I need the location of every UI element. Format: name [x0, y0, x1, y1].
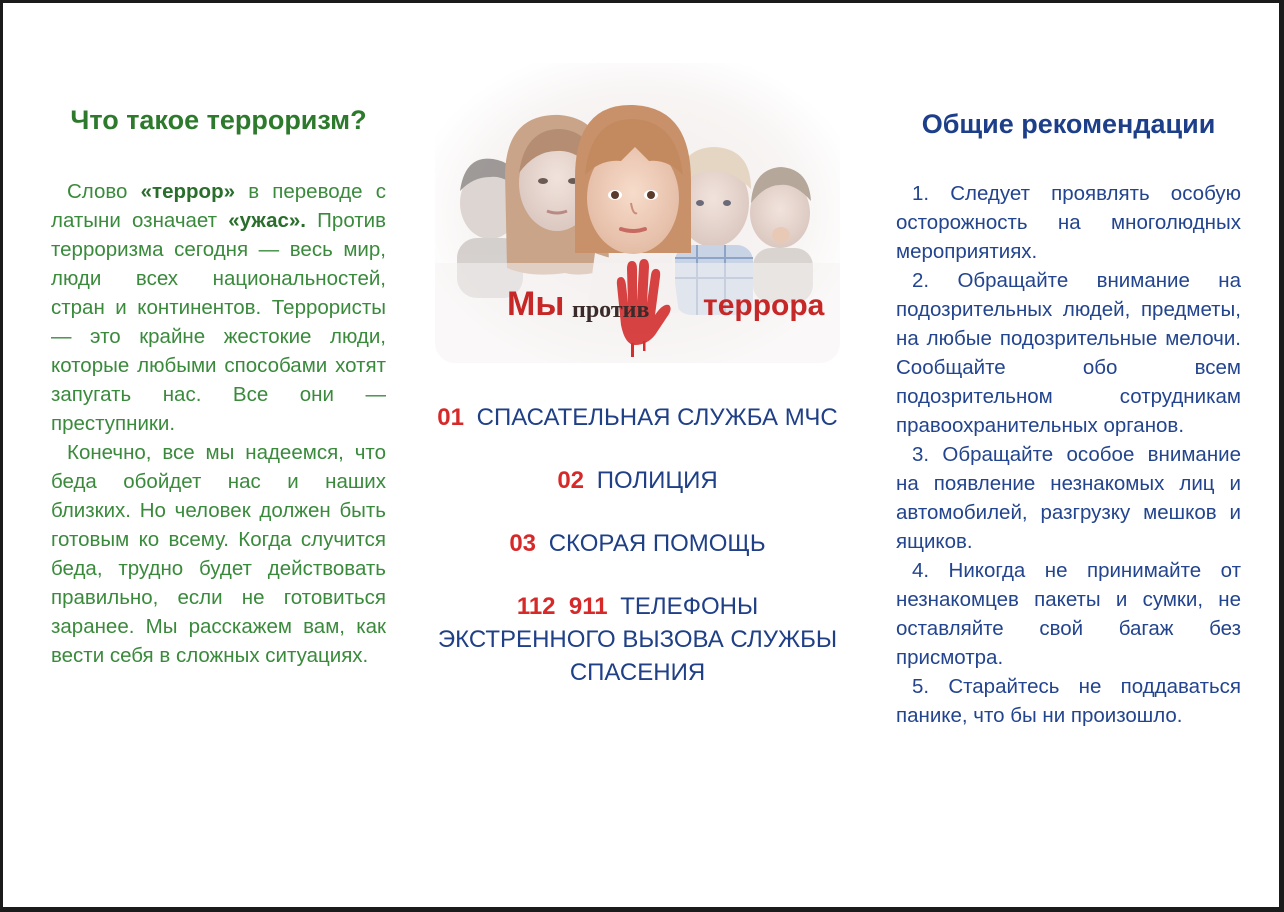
- emergency-numbers: [435, 401, 840, 719]
- emergency-number: 02: [557, 467, 585, 494]
- emergency-item-02: [435, 464, 840, 497]
- right-column: [896, 107, 1241, 730]
- middle-column: [435, 63, 840, 363]
- children-illustration: [435, 63, 840, 363]
- p1-intro: Слово: [67, 180, 141, 203]
- slogan-word-1: Мы: [507, 285, 565, 323]
- p1-mid: в переводе с латыни означает: [51, 180, 386, 232]
- recommendation-item: 5. Старайтесь не поддаваться панике, что бы ни произошло.: [896, 675, 1241, 727]
- emergency-item-112-911: [435, 590, 840, 689]
- slogan-word-2: против: [572, 297, 650, 323]
- recommendation-item: 2. Обращайте внимание на подозрительных людей, предметы, на любые подозрительные мелочи. Сообщайте обо всем подозрительном сотрудникам правоохранительных органов.: [896, 269, 1241, 437]
- emergency-number: 112 911: [516, 593, 608, 620]
- emergency-item-01: [435, 401, 840, 434]
- recommendation-item: 4. Никогда не принимайте от незнакомцев пакеты и сумки, не оставляйте свой багаж без присмотра.: [896, 559, 1241, 669]
- left-paragraph-1: [51, 177, 386, 438]
- children-illustration-svg: [435, 63, 840, 363]
- p1-bold-uzhas: «ужас».: [228, 209, 306, 232]
- left-paragraph-2: Конечно, все мы надеемся, что беда обойдет нас и наших близких. Но человек должен быть готовым ко всему. Когда случится беда, трудно будет действовать правильно, если не готовиться заранее. Мы расскажем вам, как вести себя в сложных ситуациях.: [51, 441, 386, 667]
- emergency-number: 03: [509, 530, 537, 557]
- left-title: Что такое терроризм?: [70, 105, 367, 135]
- emergency-label: СКОРАЯ ПОМОЩЬ: [548, 530, 766, 557]
- recommendation-item: 3. Обращайте особое внимание на появление незнакомых лиц и автомобилей, разгрузку мешков и ящиков.: [896, 443, 1241, 553]
- emergency-number: 01: [437, 404, 464, 431]
- brochure-page: [3, 3, 1279, 907]
- recommendations-list: [896, 179, 1241, 730]
- emergency-label: СПАСАТЕЛЬНАЯ СЛУЖБА МЧС: [476, 404, 838, 431]
- recommendation-item: 1. Следует проявлять особую осторожность на многолюдных мероприятиях.: [896, 182, 1241, 263]
- emergency-item-03: [435, 527, 840, 560]
- emergency-label: ПОЛИЦИЯ: [596, 467, 718, 494]
- emergency-label: ТЕЛЕФОНЫ ЭКСТРЕННОГО ВЫЗОВА СЛУЖБЫ СПАСЕНИЯ: [437, 593, 838, 686]
- left-column: [51, 103, 386, 670]
- slogan-word-3: террора: [703, 289, 825, 322]
- p1-bold-terror: «террор»: [140, 180, 235, 203]
- right-title: Общие рекомендации: [921, 109, 1216, 139]
- p1-rest: Против терроризма сегодня — весь мир, люди всех национальностей, стран и континентов. Террористы — это крайне жестокие люди, которые любыми способами хотят запугать нас. Все они — преступники.: [51, 209, 386, 435]
